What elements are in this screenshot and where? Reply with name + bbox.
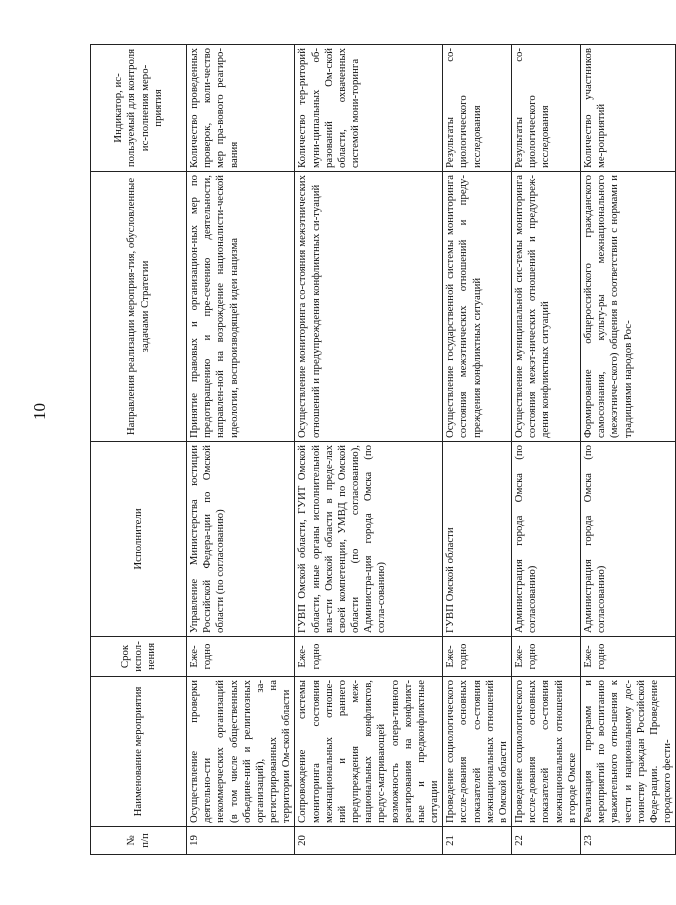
cell-name: Сопровождение системы мониторинга состояния межнациональных отноше-ний и раннего предупреждения меж-национальных конфликтов, предус-матривающей возможность опера-тивного реагирования на конфликт-ные и предконфликтные ситуации	[295, 677, 443, 827]
cell-direction: Осуществление мониторинга со-стояния межэтнических отношений и предупреждения конфликтных си-туаций	[295, 172, 443, 442]
page-number: 10	[30, 403, 49, 420]
cell-name: Проведение социологического иссле-дования основных показателей со-стояния межнациональных отношений в городе Омске	[512, 677, 581, 827]
header-term: Срок испол-нения	[91, 637, 187, 677]
table-row	[443, 45, 512, 855]
cell-indicator: Результаты со-циологического исследования	[512, 45, 581, 172]
cell-executors: Администрация города Омска (по согласованию)	[512, 442, 581, 637]
cell-term: Еже-годно	[512, 637, 581, 677]
table-row	[512, 45, 581, 855]
cell-num: 23	[580, 827, 675, 855]
header-executors: Исполнители	[91, 442, 187, 637]
header-indicator: Индикатор, ис-пользуемый для контроля ис-полнения меро-приятия	[91, 45, 187, 172]
header-name: Наименование мероприятия	[91, 677, 187, 827]
cell-num: 21	[443, 827, 512, 855]
table-header-row	[91, 45, 187, 855]
cell-executors: Управление Министерства юстиции Российской Федера-ции по Омской области (по согласованию)	[187, 442, 295, 637]
cell-name: Осуществление проверки деятельно-сти некоммерческих организаций (в том числе общественных объедине-ний и религиозных организаций), за-регистрированных на территории Ом-ской области	[187, 677, 295, 827]
cell-indicator: Количество участников ме-роприятий	[580, 45, 675, 172]
cell-term: Еже-годно	[295, 637, 443, 677]
cell-term: Еже-годно	[443, 637, 512, 677]
cell-num: 20	[295, 827, 443, 855]
cell-name: Проведение социологического иссле-дования основных показателей со-стояния межнациональных отношений в Омской области	[443, 677, 512, 827]
cell-executors: Администрация города Омска (по согласованию)	[580, 442, 675, 637]
cell-term: Еже-годно	[187, 637, 295, 677]
cell-indicator: Количество тер-риторий муни-ципальных об-разований Ом-ской области, охваченных системой мони-торинга	[295, 45, 443, 172]
table-row	[580, 45, 675, 855]
cell-direction: Осуществление государственной системы мониторинга состояния межэтнических отношений и преду-преждения конфликтных ситуаций	[443, 172, 512, 442]
cell-executors: ГУВП Омской области	[443, 442, 512, 637]
cell-term: Еже-годно	[580, 637, 675, 677]
cell-direction: Принятие правовых и организацион-ных мер по предотвращению и пре-сечению деятельности, направлен-ной на возрождение националисти-ческой идеологии, воспроизводящей идеи нацизма	[187, 172, 295, 442]
cell-num: 22	[512, 827, 581, 855]
cell-num: 19	[187, 827, 295, 855]
table-row	[187, 45, 295, 855]
rotated-table-container	[90, 45, 674, 855]
cell-name: Реализация программ и мероприятий по воспитанию уважительного отно-шения к чести и национальному дос-тоинству граждан Российской Феде-рации. Проведение городского фести-	[580, 677, 675, 827]
header-num: № п/п	[91, 827, 187, 855]
cell-indicator: Количество проведенных проверок, коли-чество мер пра-вового реагиро-вания	[187, 45, 295, 172]
table-row	[295, 45, 443, 855]
cell-direction: Формирование общероссийского гражданского самосознания, культу-ры межнационального (межэтниче-ского) общения в соответствии с нормами и традициями народов Рос-	[580, 172, 675, 442]
cell-indicator: Результаты со-циологического исследования	[443, 45, 512, 172]
cell-executors: ГУВП Омской области, ГУИТ Омской области, иные органы исполнительной вла-сти Омской области в преде-лах своей компетенции, УМВД по Омской области (по согласованию), Администра-ция города Омска (по согла-сованию)	[295, 442, 443, 637]
header-direction: Направления реализации мероприя-тия, обусловленные задачами Стратегии	[91, 172, 187, 442]
activities-table	[90, 44, 676, 855]
cell-direction: Осуществление муниципальной сис-темы мониторинга состояния межэт-нических отношений и предупреж-дения конфликтных ситуаций	[512, 172, 581, 442]
